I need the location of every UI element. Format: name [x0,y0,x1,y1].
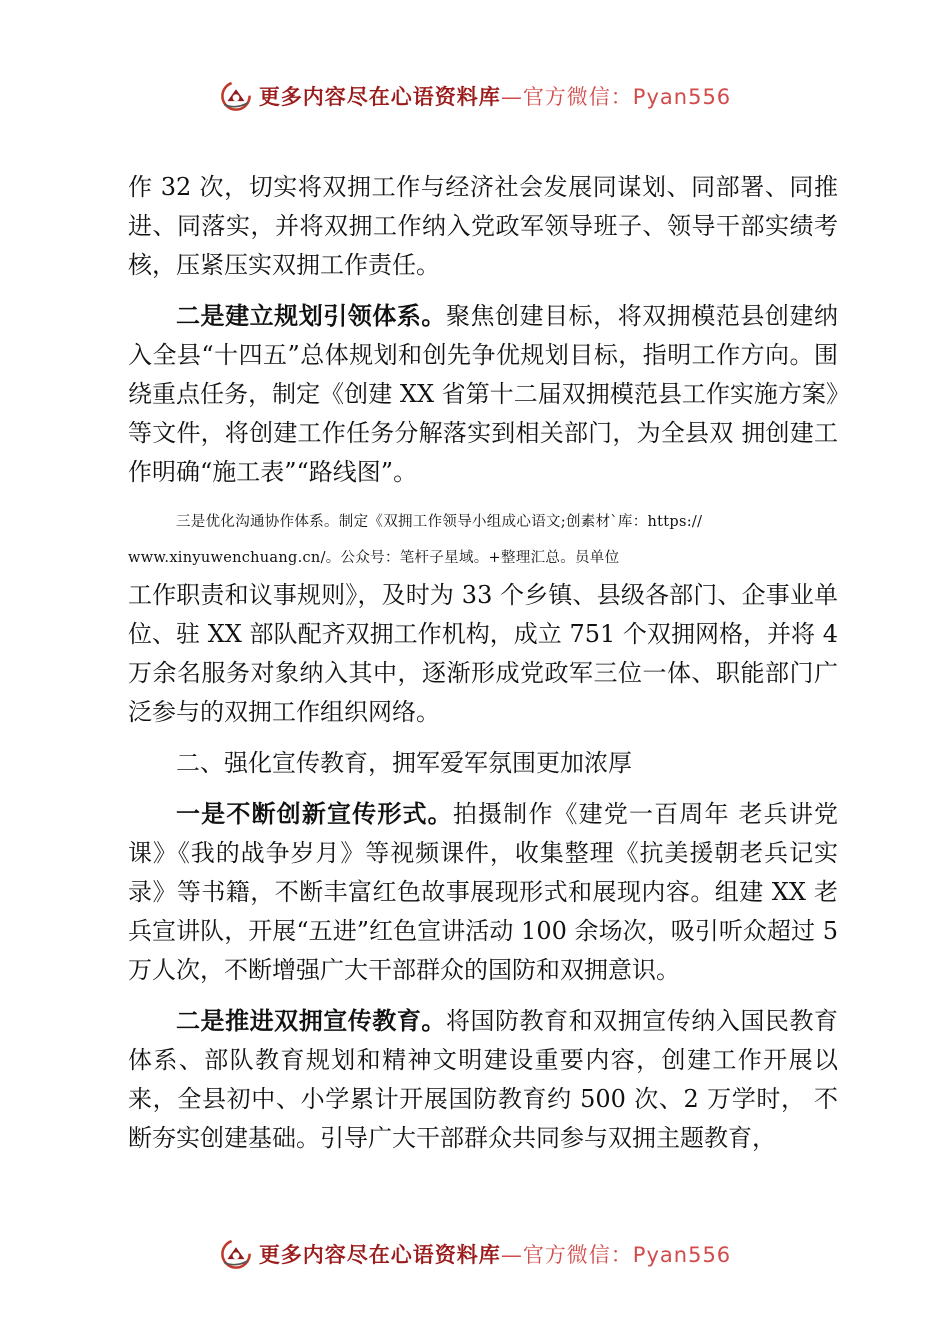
inserted-note-line-2: www.xinyuwenchuang.cn/。公众号：笔杆子星域。+整理汇总。员单位 [128,550,620,566]
paragraph-1: 作 32 次，切实将双拥工作与经济社会发展同谋划、同部署、同推进、同落实，并将双拥工作纳入党政军领导班子、领导干部实绩考核，压紧压实双拥工作责任。 [128,173,838,279]
footer-brand-main: 更多内容尽在心语资料库 [258,1243,501,1267]
footer-banner [0,1232,950,1276]
paragraph-2 [128,297,838,492]
paragraph-2-heading: 二是建立规划引领体系。 [176,302,446,330]
paragraph-3: 工作职责和议事规则》，及时为 33 个乡镇、县级各部门、企事业单位、驻 XX 部队配齐双拥工作机构，成立 751 个双拥网格，并将 4 万余名服务对象纳入其中，逐渐形成党政军三位一体、职能部门广泛参与的双拥工作组织网络。 [128,581,838,726]
paragraph-4 [128,795,838,990]
paragraph-2-text: 聚焦创建目标，将双拥模范县创建纳入全县“十四五”总体规划和创先争优规划目标，指明工作方向。围绕重点任务，制定《创建 XX 省第十二届双拥模范县工作实施方案》等文件，将创建工作任务分解落实到相关部门，为全县双 拥创建工作明确“施工表”“路线图”。 [128,302,839,486]
paragraph-5 [128,1002,838,1158]
header-banner [0,74,950,118]
document-body [128,168,838,1170]
header-brand-text [259,81,731,111]
header-brand-tail: —官方微信：Pyan556 [500,85,732,109]
footer-brand-tail: —官方微信：Pyan556 [500,1243,732,1267]
paragraph-5-heading: 二是推进双拥宣传教育。 [176,1007,446,1035]
header-brand-main: 更多内容尽在心语资料库 [258,85,501,109]
inserted-note-line-1: 三是优化沟通协作体系。制定《双拥工作领导小组成心语文;创素材`库：https:// [176,514,703,530]
paragraph-5-text: 将国防教育和双拥宣传纳入国民教育体系、部队教育规划和精神文明建设重要内容，创建工作开展以来，全县初中、小学累计开展国防教育约 500 次、2 万学时， 不断夯实创建基础。引导广大干部群众共同参与双拥主题教育， [128,1007,839,1152]
footer-brand-text [259,1239,731,1269]
section-heading-2: 二、强化宣传教育，拥军爱军氛围更加浓厚 [176,749,632,777]
paragraph-4-text: 拍摄制作《建党一百周年 老兵讲党课》《我的战争岁月》等视频课件，收集整理《抗美援朝老兵记实录》等书籍，不断丰富红色故事展现形式和展现内容。组建 XX 老兵宣讲队，开展“五进”红色宣讲活动 100 余场次，吸引听众超过 5 万人次，不断增强广大干部群众的国防和双拥意识。 [128,800,838,984]
brand-logo-icon [219,79,253,113]
brand-logo-icon [219,1237,253,1271]
paragraph-4-heading: 一是不断创新宣传形式。 [176,800,453,828]
